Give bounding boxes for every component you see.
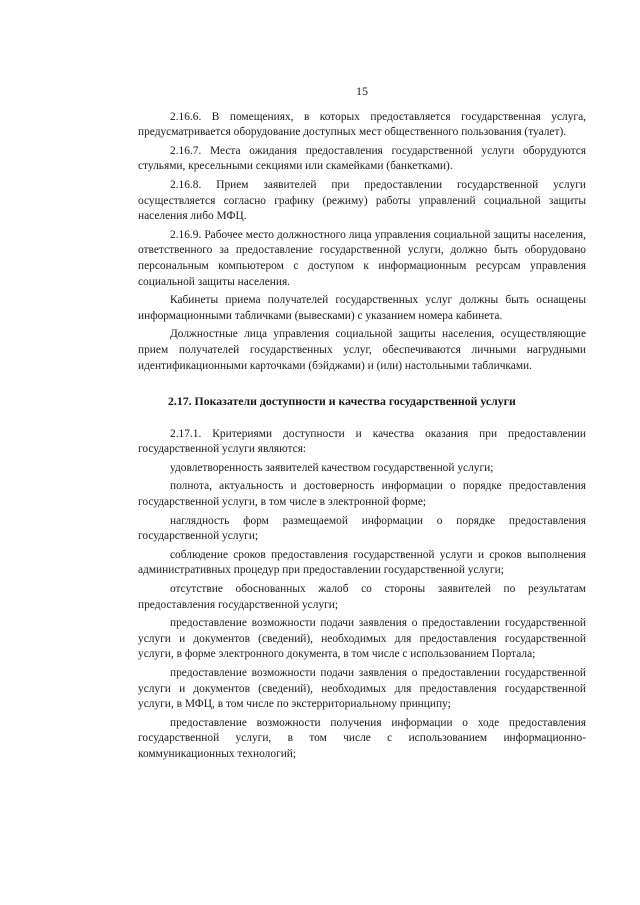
criteria-item: предоставление возможности подачи заявления о предоставлении государственной услуги и документов (сведений), необходимых для предоставления государственной услуги, в МФЦ, в том числе по экстерриториальному принципу; — [138, 667, 586, 711]
criteria-item: предоставление возможности подачи заявления о предоставлении государственной услуги и документов (сведений), необходимых для предоставления государственной услуги, в форме электронного документа, в том числе с использованием Портала; — [138, 617, 586, 661]
criteria-item: отсутствие обоснованных жалоб со стороны заявителей по результатам предоставления государственной услуги; — [138, 583, 586, 611]
criteria-item: удовлетворенность заявителей качеством государственной услуги; — [170, 461, 494, 474]
paragraph-officials: Должностные лица управления социальной защиты населения, осуществляющие прием получателей государственных услуг, обеспечиваются личными нагрудными идентификационными карточками (бэйджами) и (или) настольными табличками. — [138, 328, 586, 372]
criteria-item: полнота, актуальность и достоверность информации о порядке предоставления государственной услуги, в том числе в электронной форме; — [138, 480, 586, 509]
paragraph-2-16-8: 2.16.8. Прием заявителей при предоставлении государственной услуги осуществляется согласно графику (режиму) работы управлений социальной защиты населения либо МФЦ. — [138, 178, 586, 223]
section-heading: 2.17. Показатели доступности и качества государственной услуги — [168, 394, 516, 409]
criteria-item: соблюдение сроков предоставления государственной услуги и сроков выполнения административных процедур при предоставлении государственной услуги; — [138, 548, 586, 577]
top-paragraphs — [138, 110, 586, 375]
document-page — [138, 84, 586, 766]
page-number: 15 — [356, 84, 368, 98]
paragraph-2-17-1: 2.17.1. Критериями доступности и качества оказания при предоставлении государственной услуги являются: — [138, 427, 586, 456]
paragraph-2-16-9: 2.16.9. Рабочее место должностного лица управления социальной защиты населения, ответственного за предоставление государственной услуги, должно быть оборудовано персональным компьютером с доступом к информационным ресурсам управления социальной защиты населения. — [138, 228, 586, 288]
section-paragraphs — [138, 427, 586, 763]
paragraph-cabinets: Кабинеты приема получателей государственных услуг должны быть оснащены информационными табличками (вывесками) с указанием номера кабинета. — [138, 294, 586, 322]
criteria-item: наглядность форм размещаемой информации о порядке предоставления государственной услуги; — [138, 514, 586, 543]
paragraph-2-16-6: 2.16.6. В помещениях, в которых предоставляется государственная услуга, предусматривается оборудование доступных мест общественного пользования (туалет). — [138, 110, 586, 139]
criteria-item: предоставление возможности получения информации о ходе предоставления государственной услуги, в том числе с использованием информационно-коммуникационных технологий; — [138, 716, 586, 760]
paragraph-2-16-7: 2.16.7. Места ожидания предоставления государственной услуги оборудуются стульями, кресельными секциями или скамейками (банкетками). — [138, 144, 586, 173]
